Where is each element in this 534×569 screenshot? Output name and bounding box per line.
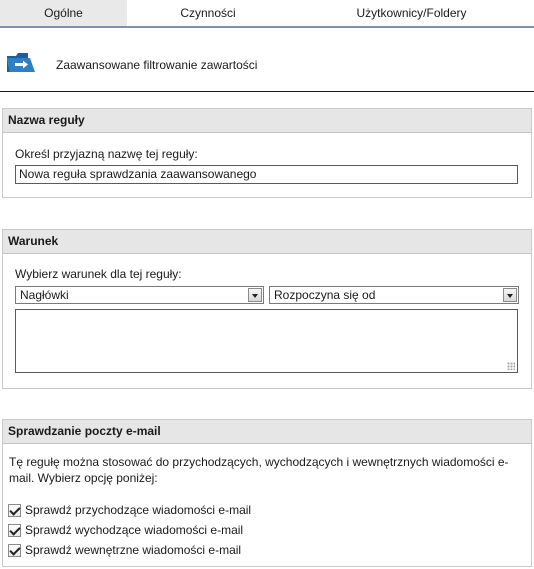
check-internal-row[interactable] bbox=[8, 543, 241, 557]
tab-actions[interactable]: Czynności bbox=[180, 6, 236, 20]
condition-operator-value: Rozpoczyna się od bbox=[274, 288, 376, 302]
section-heading: Nazwa reguły bbox=[3, 109, 531, 133]
check-internal-checkbox[interactable] bbox=[8, 544, 21, 557]
folder-arrow-icon bbox=[6, 52, 36, 74]
condition-section bbox=[2, 229, 532, 389]
check-incoming-checkbox[interactable] bbox=[8, 504, 21, 517]
check-outgoing-label[interactable]: Sprawdź wychodzące wiadomości e-mail bbox=[25, 523, 244, 537]
check-outgoing-row[interactable] bbox=[8, 523, 243, 537]
section-heading: Sprawdzanie poczty e-mail bbox=[3, 420, 531, 444]
page-header bbox=[0, 28, 534, 92]
tab-users-folders[interactable]: Użytkownicy/Foldery bbox=[356, 6, 467, 20]
check-internal-label[interactable]: Sprawdź wewnętrzne wiadomości e-mail bbox=[25, 543, 242, 557]
check-incoming-label[interactable]: Sprawdź przychodzące wiadomości e-mail bbox=[25, 503, 252, 517]
tab-bar bbox=[0, 0, 534, 28]
mail-check-section bbox=[2, 419, 532, 567]
rule-name-section bbox=[2, 108, 532, 198]
resize-grip-icon[interactable] bbox=[507, 362, 515, 370]
page-title: Zaawansowane filtrowanie zawartości bbox=[56, 58, 258, 72]
rule-name-input[interactable]: Nowa reguła sprawdzania zaawansowanego bbox=[15, 165, 518, 184]
check-outgoing-checkbox[interactable] bbox=[8, 524, 21, 537]
rule-name-prompt: Określ przyjazną nazwę tej reguły: bbox=[15, 147, 198, 161]
condition-value-textarea[interactable] bbox=[15, 309, 518, 373]
condition-field-value: Nagłówki bbox=[20, 288, 69, 302]
tab-general[interactable]: Ogólne bbox=[0, 0, 127, 26]
chevron-down-icon[interactable] bbox=[248, 288, 262, 302]
section-heading: Warunek bbox=[3, 230, 531, 254]
mail-check-description: Tę regułę można stosować do przychodzących, wychodzących i wewnętrznych wiadomości e-mail. Wybierz opcję poniżej: bbox=[9, 455, 509, 485]
check-incoming-row[interactable] bbox=[8, 503, 251, 517]
chevron-down-icon[interactable] bbox=[503, 288, 517, 302]
condition-field-select[interactable] bbox=[15, 286, 264, 304]
condition-operator-select[interactable] bbox=[269, 286, 519, 304]
condition-prompt: Wybierz warunek dla tej reguły: bbox=[15, 267, 182, 281]
